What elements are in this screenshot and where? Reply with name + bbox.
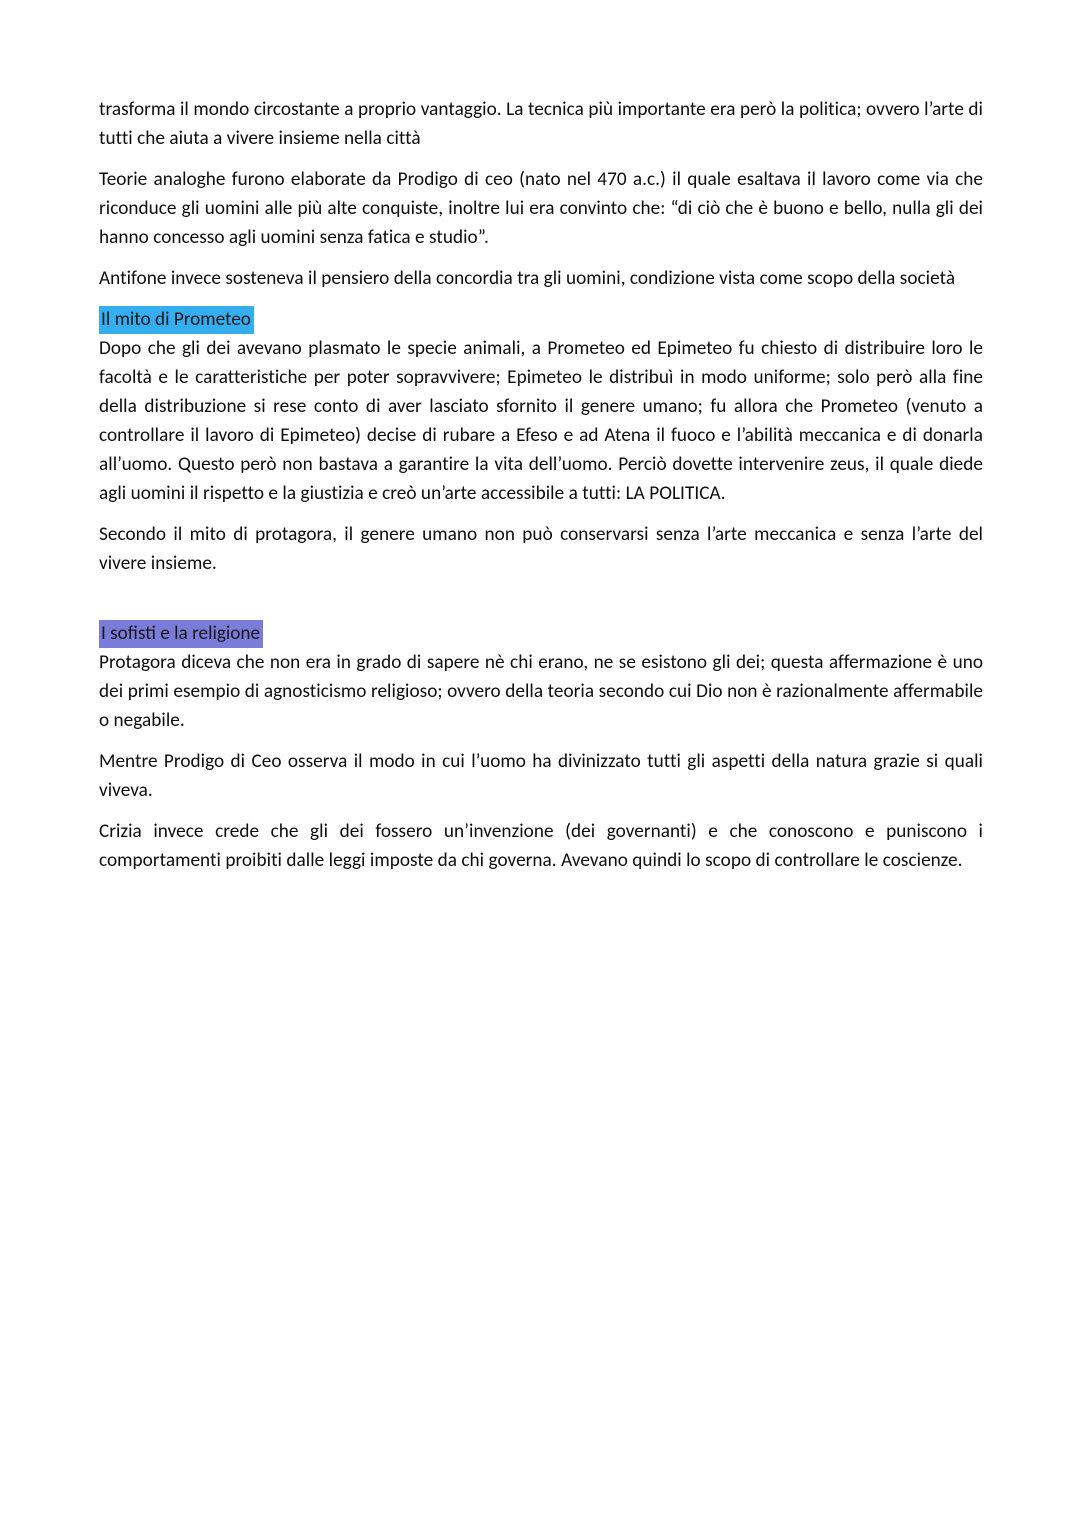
paragraph-prodigo-di-ceo: Teorie analoghe furono elaborate da Prodigo di ceo (nato nel 470 a.c.) il quale esaltava il lavoro come via che riconduce gli uomini alle più alte conquiste, inoltre lui era convinto che: “di ciò che è buono e bello, nulla gli dei hanno concesso agli uomini senza fatica e studio”. bbox=[99, 168, 983, 249]
document-body bbox=[99, 95, 983, 875]
paragraph-antifone: Antifone invece sosteneva il pensiero della concordia tra gli uomini, condizione vista come scopo della società bbox=[99, 267, 956, 290]
blank-line-before-sofisti bbox=[99, 590, 983, 619]
paragraph-protagora-agnosticismo: Protagora diceva che non era in grado di sapere nè chi erano, ne se esistono gli dei; questa affermazione è uno dei primi esempio di agnosticismo religioso; ovvero della teoria secondo cui Dio non è razionalmente affermabile o negabile. bbox=[99, 651, 983, 732]
heading-sofisti-religione-highlight: I sofisti e la religione bbox=[99, 620, 263, 648]
paragraph-mito-protagora: Secondo il mito di protagora, il genere umano non può conservarsi senza l’arte meccanica e senza l’arte del vivere insieme. bbox=[99, 523, 983, 575]
heading-sofisti-religione bbox=[99, 619, 983, 648]
heading-mito-prometeo-highlight: Il mito di Prometeo bbox=[99, 306, 254, 334]
paragraph-crizia: Crizia invece crede che gli dei fossero un’invenzione (dei governanti) e che conoscono e puniscono i comportamenti proibiti dalle leggi imposte da chi governa. Avevano quindi lo scopo di controllare le coscienze. bbox=[99, 820, 983, 872]
heading-mito-prometeo bbox=[99, 305, 983, 334]
paragraph-prometeo-epimeteo: Dopo che gli dei avevano plasmato le specie animali, a Prometeo ed Epimeteo fu chiesto di distribuire loro le facoltà e le caratteristiche per poter sopravvivere; Epimeteo le distribuì in modo uniforme; solo però alla fine della distribuzione si rese conto di aver lasciato sfornito il genere umano; fu allora che Prometeo (venuto a controllare il lavoro di Epimeteo) decise di rubare a Efeso e ad Atena il fuoco e l’abilità meccanica e di donarla all’uomo. Questo però non bastava a garantire la vita dell’uomo. Perciò dovette intervenire zeus, il quale diede agli uomini il rispetto e la giustizia e creò un’arte accessibile a tutti: LA POLITICA. bbox=[99, 337, 983, 505]
paragraph-tecnica-politica: trasforma il mondo circostante a proprio vantaggio. La tecnica più importante era però la politica; ovvero l’arte di tutti che aiuta a vivere insieme nella città bbox=[99, 98, 983, 150]
paragraph-prodigo-divinizzazione: Mentre Prodigo di Ceo osserva il modo in cui l’uomo ha divinizzato tutti gli aspetti della natura grazie si quali viveva. bbox=[99, 750, 983, 802]
